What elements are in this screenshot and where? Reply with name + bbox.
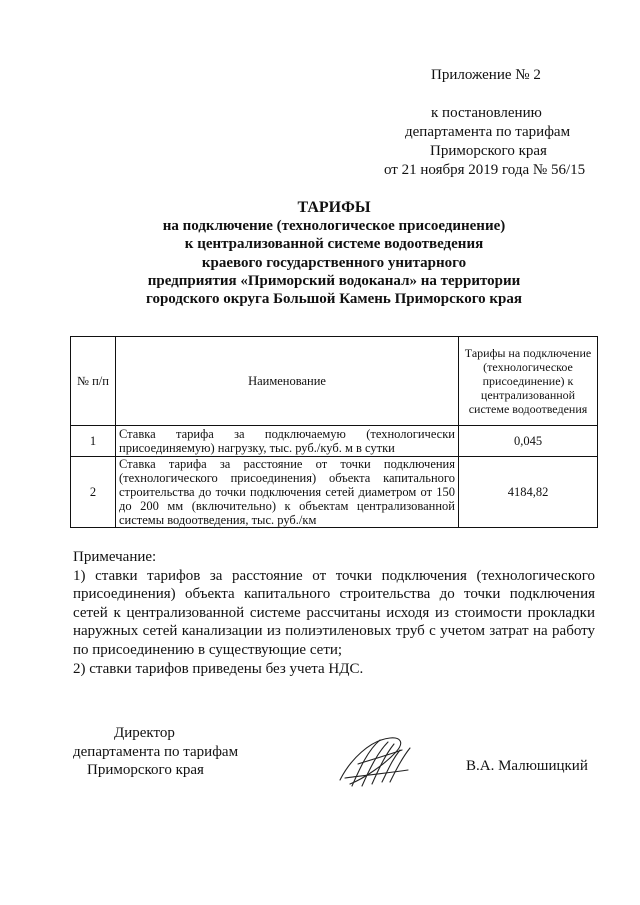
heading-line: городского округа Большой Камень Приморского края [146,291,522,308]
heading-line: к централизованной системе водоотведения [184,236,484,253]
heading-main: ТАРИФЫ [297,199,371,216]
tariffs-table [70,336,598,528]
heading-line: на подключение (технологическое присоединение) [162,218,506,235]
appendix-title: Приложение № 2 [431,67,541,83]
row-value: 0,045 [459,426,598,457]
table-header-row [71,337,598,426]
header-tariff: Тарифы на подключение (технологическое присоединение) к централизованной системе водоотведения [459,337,598,426]
appendix-block [375,66,605,180]
document-heading [60,199,608,308]
row-num: 1 [71,426,116,457]
heading-line: предприятия «Приморский водоканал» на территории [147,272,521,289]
signature-icon [330,720,420,800]
row-name: Ставка тарифа за подключаемую (технологически присоединяемую) нагрузку, тыс. руб./куб. м в сутки [116,426,459,457]
row-name: Ставка тарифа за расстояние от точки подключения (технологического присоединения) объекта капитального строительства до точки подключения сетей диаметром от 150 до 200 мм (включительно) к объектам централизованной системы водоотведения, тыс. руб./км [116,457,459,528]
signer-position: департамента по тарифам [73,743,239,760]
appendix-line: от 21 ноября 2019 года № 56/15 [384,162,586,178]
note-item: 1) ставки тарифов за расстояние от точки подключения (технологического присоединения) объекта капитального строительства до точки подключения сетей к централизованной системе рассчитаны исходя из стоимости прокладки наружных сетей канализации из полиэтиленовых труб с учетом затрат на работу по присоединению в существующие сети; [73,567,595,658]
note-item: 2) ставки тарифов приведены без учета НДС. [73,660,364,677]
row-num: 2 [71,457,116,528]
table-row [71,457,598,528]
notes-block [73,548,595,678]
signer-block [73,724,263,780]
notes-title: Примечание: [73,549,157,565]
signer-position: Директор [114,725,175,741]
appendix-line: к постановлению [431,105,542,121]
table-row [71,426,598,457]
header-num: № п/п [71,337,116,426]
signer-name: В.А. Малюшицкий [466,758,588,774]
header-name: Наименование [116,337,459,426]
signer-position: Приморского края [87,762,204,778]
row-value: 4184,82 [459,457,598,528]
appendix-line: департамента по тарифам [405,124,571,140]
heading-line: краевого государственного унитарного [201,254,467,271]
appendix-line: Приморского края [430,143,547,159]
